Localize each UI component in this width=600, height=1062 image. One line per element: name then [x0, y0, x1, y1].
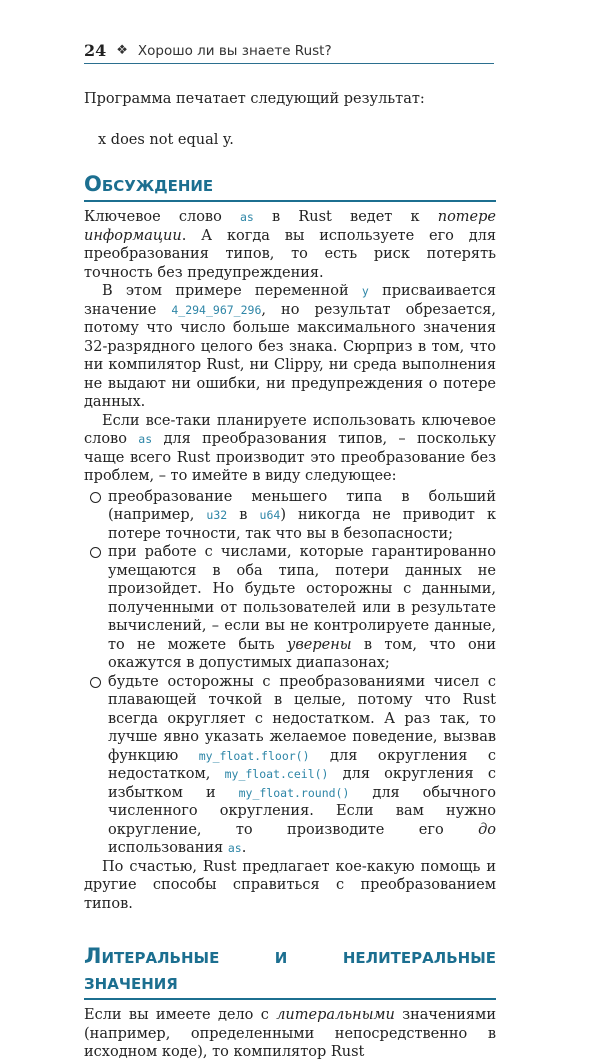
intro-paragraph: Программа печатает следующий результат:: [84, 91, 425, 107]
paragraph-5: Если вы имеете дело с литеральными значениями (например, определенными непосредственно в исходном коде), то компилятор Rust: [84, 1007, 497, 1060]
inline-code: as: [138, 432, 153, 446]
emphasis: уверены: [286, 636, 352, 653]
running-header: [84, 34, 494, 64]
paragraph-2: В этом примере переменной y присваивается значение 4_294_967_296, но результат обрезается, потому что число больше максимального значения 32-разрядного целого без знака. Сюрприз в том, что ни компилятор Rust, ни Clippy, ни среда выполнения не выдают ни ошибки, ни предупреждения о потере данных.: [84, 283, 496, 410]
bullet-circle-icon: [90, 677, 101, 688]
inline-code: y: [361, 284, 369, 298]
bullet-circle-icon: [90, 547, 101, 558]
diamond-separator-icon: ❖: [116, 43, 128, 58]
emphasis: до: [478, 821, 496, 838]
inline-code: as: [227, 841, 242, 855]
list-item: преобразование меньшего типа в больший (например, u32 в u64) никогда не приводит к потере точности, так что вы в безопасности;: [84, 488, 496, 544]
paragraph-1: Ключевое слово as в Rust ведет к потере информации. А когда вы используете его для преобразования типов, то есть риск потерять точность без предупреждения.: [84, 209, 496, 281]
page-body: [84, 80, 496, 1062]
inline-code: my_float.ceil(): [224, 767, 329, 781]
emphasis: литеральными: [276, 1007, 395, 1023]
inline-code: my_float.round(): [238, 785, 350, 800]
emphasis: потере информации: [84, 209, 496, 244]
inline-code: as: [240, 210, 254, 224]
inline-code: my_float.floor(): [198, 748, 310, 763]
program-output: x does not equal y.: [98, 131, 234, 148]
section-heading-discussion: Обсуждение: [84, 171, 496, 202]
list-item: будьте осторожны с преобразованиями чисел с плавающей точкой в целые, потому что Rust всегда округляет с недостатком. А раз так, то лучше явно указать желаемое поведение, вызвав функцию my_float.floor() для округления с недостатком, my_float.ceil() для округления с избытком и my_float.round() для обычного численного округления. Если вам нужно округление, то производите его до использования as.: [84, 673, 496, 858]
inline-code: 4_294_967_296: [171, 302, 262, 317]
bullet-list: [84, 488, 496, 858]
inline-code: u64: [259, 508, 281, 522]
page-number: 24: [84, 41, 107, 60]
inline-code: u32: [206, 508, 228, 522]
paragraph-4: По счастью, Rust предлагает кое-какую помощь и другие способы справиться с преобразованием типов.: [84, 858, 496, 912]
section-heading-literals: Литеральные и нелитеральные значения: [84, 943, 496, 1000]
bullet-circle-icon: [90, 492, 101, 503]
paragraph-3: Если все-таки планируете использовать ключевое слово as для преобразования типов, – поскольку чаще всего Rust производит это преобразование без проблем, – то имейте в виду следующее:: [84, 412, 496, 484]
running-title: Хорошо ли вы знаете Rust?: [137, 43, 332, 59]
list-item: при работе с числами, которые гарантированно умещаются в оба типа, потери данных не произойдет. Но будьте осторожны с данными, полученными от пользователей или в результате вычислений, – если вы не контролируете данные, то не можете быть уверены в том, что они окажутся в допустимых диапазонах;: [84, 543, 496, 673]
